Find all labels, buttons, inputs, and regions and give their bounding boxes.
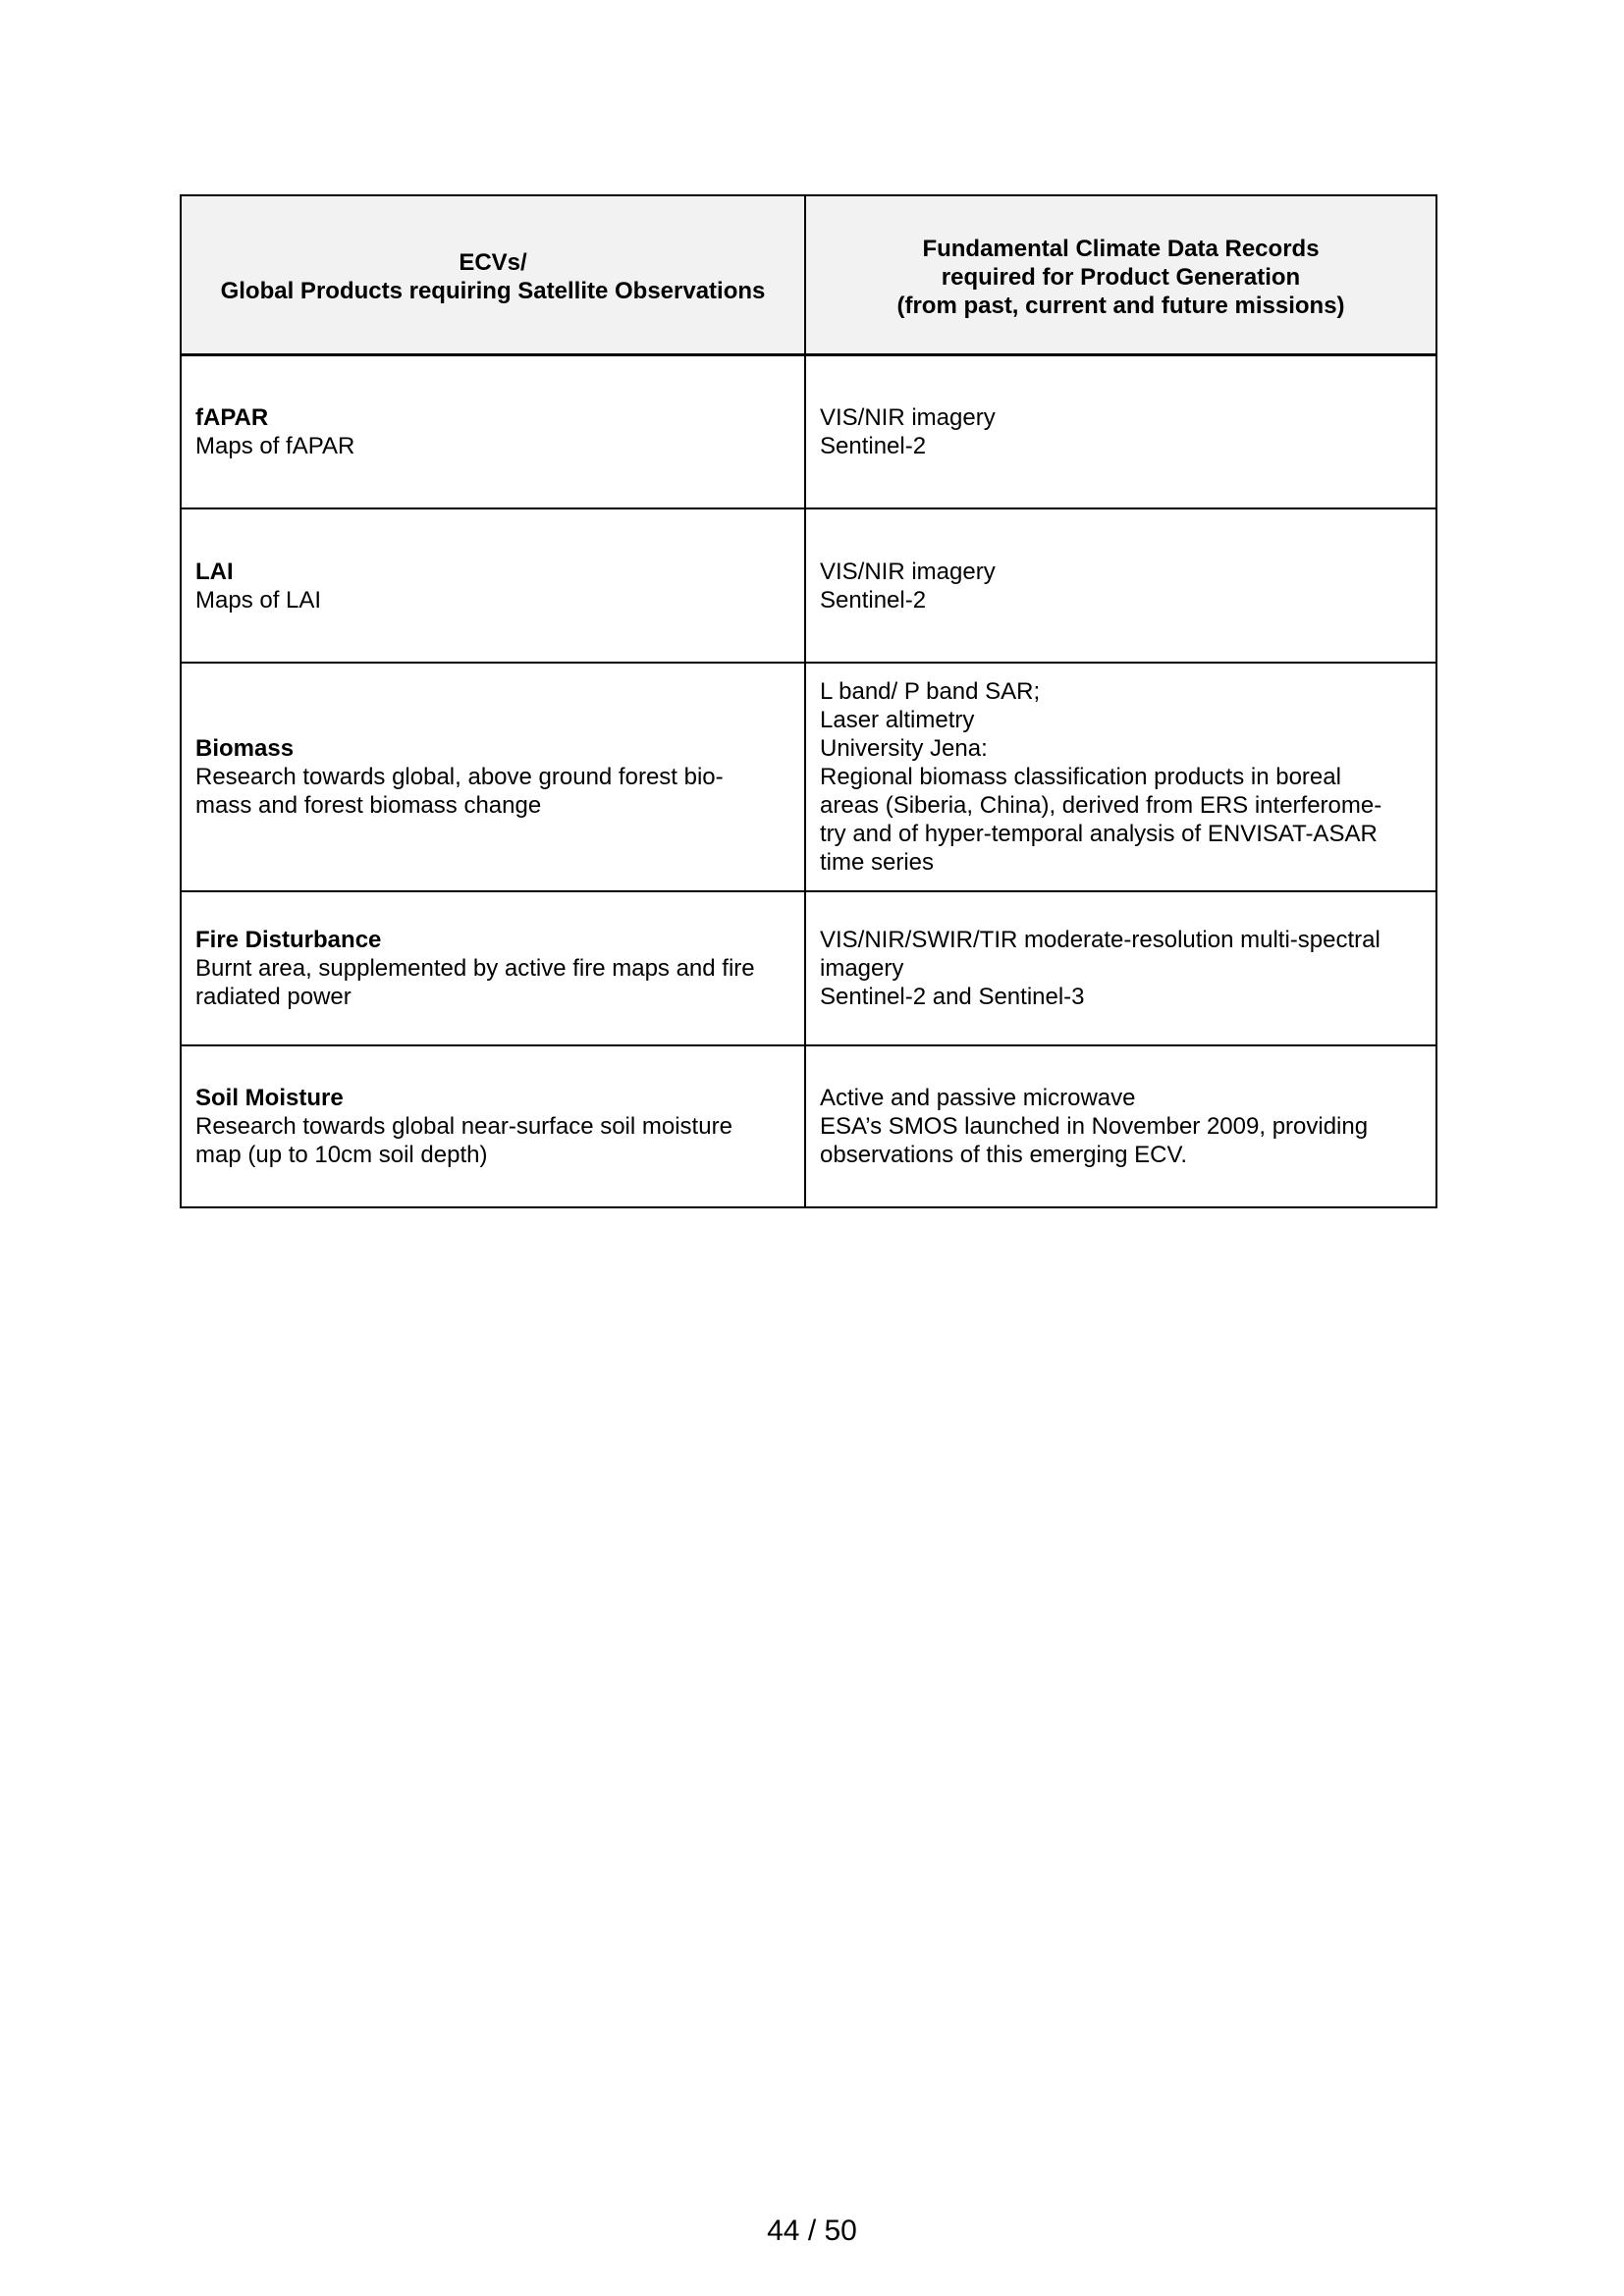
records-cell bbox=[805, 891, 1436, 1045]
ecv-description-line: Burnt area, supplemented by active fire maps and fire bbox=[195, 955, 755, 982]
records-line: VIS/NIR/SWIR/TIR moderate-resolution multi-spectral bbox=[820, 927, 1380, 953]
header-line: (from past, current and future missions) bbox=[896, 292, 1345, 319]
records-line: areas (Siberia, China), derived from ERS interferome- bbox=[820, 792, 1382, 819]
records-cell bbox=[805, 663, 1436, 891]
ecv-name: Soil Moisture bbox=[195, 1085, 344, 1111]
table-row-soil-moisture bbox=[181, 1045, 1436, 1207]
records-cell bbox=[805, 508, 1436, 663]
ecv-cell bbox=[181, 508, 805, 663]
ecv-cell bbox=[181, 355, 805, 509]
ecv-cell bbox=[181, 891, 805, 1045]
ecv-cell bbox=[181, 663, 805, 891]
ecv-cell bbox=[181, 1045, 805, 1207]
ecv-description-line: Research towards global near-surface soil moisture bbox=[195, 1113, 732, 1140]
ecv-description-line: mass and forest biomass change bbox=[195, 792, 542, 819]
records-cell bbox=[805, 355, 1436, 509]
records-line: Active and passive microwave bbox=[820, 1085, 1136, 1111]
records-line: ESA’s SMOS launched in November 2009, providing bbox=[820, 1113, 1369, 1140]
header-line: Global Products requiring Satellite Observations bbox=[220, 278, 766, 304]
records-line: University Jena: bbox=[820, 735, 988, 762]
header-line: required for Product Generation bbox=[941, 263, 1301, 291]
ecv-table bbox=[180, 194, 1437, 1208]
ecv-description-line: map (up to 10cm soil depth) bbox=[195, 1142, 488, 1168]
ecv-name: LAI bbox=[195, 558, 234, 585]
records-cell bbox=[805, 1045, 1436, 1207]
records-line: try and of hyper-temporal analysis of ENVISAT-ASAR bbox=[820, 821, 1378, 847]
header-ecv-products bbox=[181, 195, 805, 355]
records-line: Sentinel-2 bbox=[820, 433, 927, 459]
records-line: Laser altimetry bbox=[820, 707, 975, 733]
ecv-name: Fire Disturbance bbox=[195, 927, 382, 953]
table-row-lai bbox=[181, 508, 1436, 663]
records-line: time series bbox=[820, 849, 935, 876]
table-row-fire-disturbance bbox=[181, 891, 1436, 1045]
page-number: 44 / 50 bbox=[767, 2215, 857, 2247]
ecv-name: Biomass bbox=[195, 735, 295, 762]
records-line: observations of this emerging ECV. bbox=[820, 1142, 1187, 1168]
ecv-description-line: radiated power bbox=[195, 984, 352, 1010]
records-line: imagery bbox=[820, 955, 904, 982]
ecv-description: Maps of fAPAR bbox=[195, 433, 355, 459]
records-line: Sentinel-2 and Sentinel-3 bbox=[820, 984, 1085, 1010]
records-line: VIS/NIR imagery bbox=[820, 404, 996, 431]
header-line: ECVs/ bbox=[459, 249, 527, 276]
ecv-description-line: Research towards global, above ground forest bio- bbox=[195, 764, 724, 790]
header-climate-data-records bbox=[805, 195, 1436, 355]
ecv-description: Maps of LAI bbox=[195, 586, 322, 614]
ecv-name: fAPAR bbox=[195, 404, 269, 431]
records-line: L band/ P band SAR; bbox=[820, 678, 1041, 705]
records-line: VIS/NIR imagery bbox=[820, 558, 996, 585]
header-line: Fundamental Climate Data Records bbox=[922, 235, 1320, 262]
table-row-fapar bbox=[181, 355, 1436, 509]
table-row-biomass bbox=[181, 663, 1436, 891]
records-line: Regional biomass classification products in boreal bbox=[820, 764, 1341, 790]
table-header-row bbox=[181, 195, 1436, 355]
records-line: Sentinel-2 bbox=[820, 586, 927, 614]
